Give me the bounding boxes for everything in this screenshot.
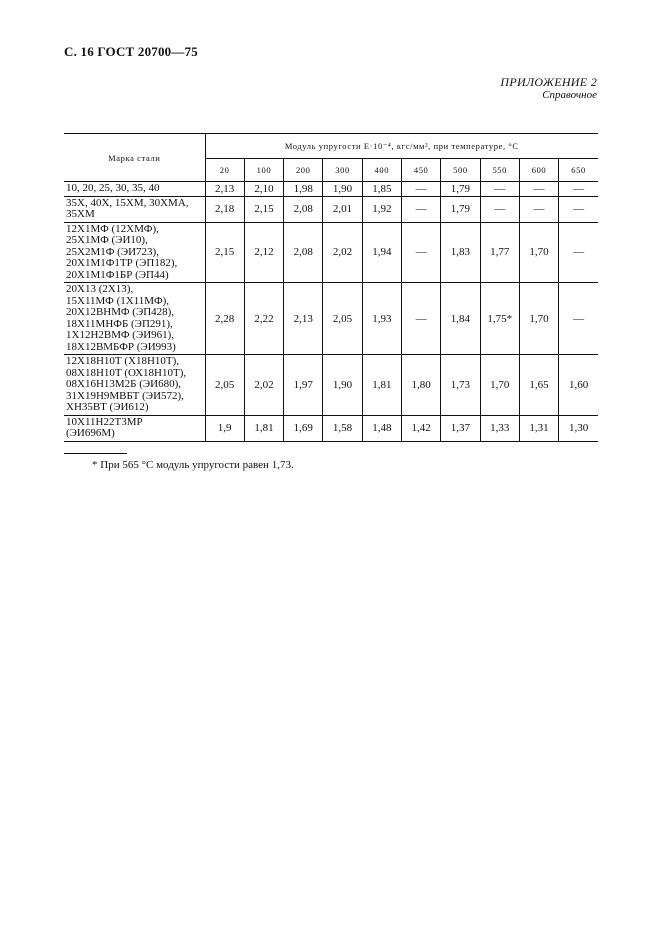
- steel-grade-cell: 12Х1МФ (12ХМФ), 25Х1МФ (ЭИ10), 25Х2М1Ф (ЭИ723), 20Х1М1Ф1ТР (ЭП182), 20Х1М1Ф1БР (ЭП44): [64, 222, 205, 283]
- modulus-value-cell: 1,79: [441, 196, 480, 222]
- steel-grade-cell: 35Х, 40Х, 15ХМ, 30ХМА, 35ХМ: [64, 196, 205, 222]
- modulus-value-cell: 1,48: [362, 415, 401, 441]
- modulus-value-cell: 2,28: [205, 283, 244, 355]
- steel-grade-cell: 10Х11Н22Т3МР (ЭИ696М): [64, 415, 205, 441]
- table-row: [64, 283, 598, 355]
- modulus-value-cell: —: [401, 196, 440, 222]
- table-row: [64, 222, 598, 283]
- modulus-value-cell: 1,65: [519, 355, 558, 416]
- modulus-value-cell: 1,75*: [480, 283, 519, 355]
- modulus-value-cell: 2,12: [244, 222, 283, 283]
- page-header: С. 16 ГОСТ 20700—75: [64, 44, 198, 59]
- appendix-subtitle: Справочное: [542, 89, 597, 101]
- modulus-value-cell: 1,80: [401, 355, 440, 416]
- modulus-value-cell: 1,9: [205, 415, 244, 441]
- modulus-value-cell: 1,90: [323, 355, 362, 416]
- temperature-header: 600: [519, 159, 558, 182]
- temperature-header: 550: [480, 159, 519, 182]
- table-row: [64, 415, 598, 441]
- modulus-value-cell: 2,05: [323, 283, 362, 355]
- modulus-value-cell: 1,73: [441, 355, 480, 416]
- modulus-value-cell: 2,10: [244, 182, 283, 197]
- steel-grade-cell: 20Х13 (2Х13), 15Х11МФ (1Х11МФ), 20Х12ВНМФ (ЭП428), 18Х11МНФБ (ЭП291), 1Х12Н2ВМФ (ЭИ961), 18Х12ВМБФР (ЭИ993): [64, 283, 205, 355]
- modulus-value-cell: 1,33: [480, 415, 519, 441]
- modulus-value-cell: —: [519, 182, 558, 197]
- modulus-value-cell: 1,90: [323, 182, 362, 197]
- modulus-value-cell: 1,70: [519, 222, 558, 283]
- modulus-value-cell: —: [480, 182, 519, 197]
- modulus-value-cell: 2,13: [284, 283, 323, 355]
- modulus-value-cell: 2,13: [205, 182, 244, 197]
- modulus-value-cell: 1,77: [480, 222, 519, 283]
- modulus-value-cell: 2,15: [205, 222, 244, 283]
- modulus-value-cell: —: [401, 222, 440, 283]
- modulus-value-cell: 1,31: [519, 415, 558, 441]
- modulus-value-cell: 1,30: [559, 415, 598, 441]
- modulus-value-cell: 1,84: [441, 283, 480, 355]
- table-body: [64, 182, 598, 442]
- modulus-value-cell: —: [559, 182, 598, 197]
- temperature-header: 300: [323, 159, 362, 182]
- modulus-value-cell: 1,81: [362, 355, 401, 416]
- modulus-value-cell: 2,22: [244, 283, 283, 355]
- modulus-value-cell: 1,60: [559, 355, 598, 416]
- modulus-value-cell: 1,58: [323, 415, 362, 441]
- steel-grade-cell: 12Х18Н10Т (Х18Н10Т), 08Х18Н10Т (ОХ18Н10Т), 08Х16Н13М2Б (ЭИ680), 31Х19Н9МВБТ (ЭИ572), ХН35ВТ (ЭИ612): [64, 355, 205, 416]
- table-row: [64, 355, 598, 416]
- steel-grade-cell: 10, 20, 25, 30, 35, 40: [64, 182, 205, 197]
- modulus-value-cell: 2,01: [323, 196, 362, 222]
- modulus-value-cell: 1,70: [519, 283, 558, 355]
- modulus-value-cell: 1,79: [441, 182, 480, 197]
- modulus-value-cell: 1,69: [284, 415, 323, 441]
- modulus-value-cell: 2,02: [323, 222, 362, 283]
- modulus-value-cell: 2,05: [205, 355, 244, 416]
- modulus-value-cell: 1,70: [480, 355, 519, 416]
- modulus-value-cell: 2,02: [244, 355, 283, 416]
- modulus-value-cell: 2,18: [205, 196, 244, 222]
- temperature-header: 400: [362, 159, 401, 182]
- modulus-value-cell: —: [480, 196, 519, 222]
- col-header-steel-grade: Марка стали: [64, 134, 205, 182]
- modulus-value-cell: 1,83: [441, 222, 480, 283]
- appendix-label: [500, 76, 597, 102]
- modulus-value-cell: 1,93: [362, 283, 401, 355]
- temperature-header: 200: [284, 159, 323, 182]
- footnote-divider: [64, 453, 127, 454]
- temperature-header: 100: [244, 159, 283, 182]
- modulus-value-cell: 2,08: [284, 196, 323, 222]
- temperature-header: 650: [559, 159, 598, 182]
- modulus-value-cell: 1,97: [284, 355, 323, 416]
- modulus-value-cell: 1,92: [362, 196, 401, 222]
- table-header-row: [64, 134, 598, 159]
- modulus-value-cell: 1,85: [362, 182, 401, 197]
- modulus-value-cell: 2,08: [284, 222, 323, 283]
- elastic-modulus-table: [64, 133, 598, 442]
- modulus-value-cell: 2,15: [244, 196, 283, 222]
- temperature-header: 500: [441, 159, 480, 182]
- table-row: [64, 196, 598, 222]
- temperature-header: 20: [205, 159, 244, 182]
- appendix-title: ПРИЛОЖЕНИЕ 2: [500, 75, 597, 89]
- modulus-value-cell: —: [401, 182, 440, 197]
- modulus-value-cell: —: [519, 196, 558, 222]
- modulus-value-cell: 1,94: [362, 222, 401, 283]
- temperature-header: 450: [401, 159, 440, 182]
- modulus-value-cell: —: [559, 196, 598, 222]
- modulus-value-cell: 1,81: [244, 415, 283, 441]
- table-row: [64, 182, 598, 197]
- modulus-value-cell: —: [401, 283, 440, 355]
- modulus-value-cell: 1,37: [441, 415, 480, 441]
- modulus-value-cell: 1,42: [401, 415, 440, 441]
- modulus-value-cell: —: [559, 222, 598, 283]
- modulus-value-cell: 1,98: [284, 182, 323, 197]
- footnote: * При 565 °С модуль упругости равен 1,73.: [92, 459, 294, 471]
- col-header-modulus-group: Модуль упругости Е·10⁻⁴, кгс/мм², при температуре, °С: [205, 134, 598, 159]
- modulus-value-cell: —: [559, 283, 598, 355]
